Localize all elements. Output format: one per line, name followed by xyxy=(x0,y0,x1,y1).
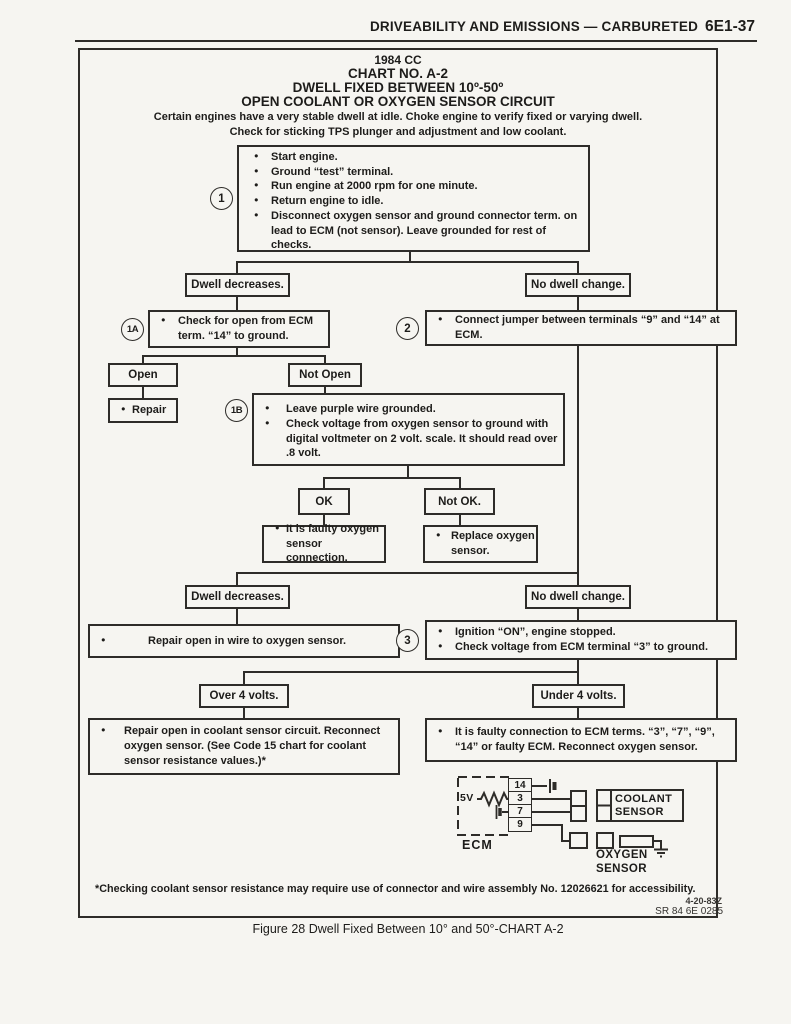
terminal-box-3: 3 xyxy=(508,791,532,806)
title-chart-no: CHART NO. A-2 xyxy=(348,66,448,81)
step1a-item: ● Check for open from ECM term. “14” to ground. xyxy=(150,314,328,343)
flow-box-step3 xyxy=(425,620,737,660)
step1b-item: ● Leave purple wire grounded. xyxy=(254,402,563,417)
action-box-faulty-ecm-connection xyxy=(425,718,737,762)
ecm-label: ECM xyxy=(462,838,493,852)
figure-caption: Figure 28 Dwell Fixed Between 10° and 50°-CHART A-2 xyxy=(252,922,564,936)
terminal-box-14: 14 xyxy=(508,778,532,793)
action-box-repair xyxy=(108,398,178,423)
faulty-ecm-item: ● It is faulty connection to ECM terms. “3”, “7”, “9”, “14” or faulty ECM. Reconnect oxygen sensor. xyxy=(427,725,733,754)
terminal-box-9: 9 xyxy=(508,817,532,832)
page-header xyxy=(370,18,755,36)
result-box-no-dwell-change-1: No dwell change. xyxy=(525,273,631,297)
flow-box-step2 xyxy=(425,310,737,346)
step3-item: ● Ignition “ON”, engine stopped. xyxy=(427,625,735,640)
oxygen-sensor-label: OXYGEN SENSOR xyxy=(596,849,648,875)
title-condition: DWELL FIXED BETWEEN 10º-50º xyxy=(292,80,504,95)
title-note-1: Certain engines have a very stable dwell at idle. Choke engine to verify fixed or varying dwell. xyxy=(153,111,643,123)
doc-code: SR 84 6E 0285 xyxy=(655,906,723,917)
terminal-box-7: 7 xyxy=(508,804,532,819)
supply-5v-label: 5V xyxy=(460,792,474,804)
result-box-open: Open xyxy=(108,363,178,387)
action-box-replace-sensor xyxy=(423,525,538,563)
repair-item: ● Repair xyxy=(110,403,176,418)
result-box-over-4v: Over 4 volts. xyxy=(199,684,289,708)
result-box-not-open: Not Open xyxy=(288,363,362,387)
step1b-item: ● Check voltage from oxygen sensor to ground with digital voltmeter on 2 volt. scale. It should read over .8 volt. xyxy=(254,417,563,461)
result-box-ok: OK xyxy=(298,488,350,515)
step-badge-2: 2 xyxy=(396,317,419,340)
action-box-faulty-connection xyxy=(262,522,386,565)
action-box-repair-coolant-circuit xyxy=(88,718,400,775)
repair-coolant-item: ● Repair open in coolant sensor circuit. Reconnect oxygen sensor. (See Code 15 chart for coolant sensor resistance values.)* xyxy=(90,724,398,768)
replace-sensor-item: ● Replace oxygen sensor. xyxy=(425,529,536,558)
flow-box-step1b xyxy=(252,393,565,466)
title-year-engine: 1984 CC xyxy=(374,53,422,67)
title-circuit: OPEN COOLANT OR OXYGEN SENSOR CIRCUIT xyxy=(241,94,555,109)
step1-item: ● Return engine to idle. xyxy=(243,194,584,209)
result-box-under-4v: Under 4 volts. xyxy=(532,684,625,708)
step2-item: ● Connect jumper between terminals “9” and “14” at ECM. xyxy=(427,313,735,342)
step-badge-1b: 1B xyxy=(225,399,248,422)
step1-item: ● Disconnect oxygen sensor and ground connector term. on lead to ECM (not sensor). Leave grounded for rest of checks. xyxy=(243,209,584,253)
repair-wire-item: ● Repair open in wire to oxygen sensor. xyxy=(90,634,398,649)
header-rule xyxy=(75,40,757,42)
step1-item: ● Run engine at 2000 rpm for one minute. xyxy=(243,179,584,194)
coolant-sensor-label: COOLANT SENSOR xyxy=(615,793,673,818)
step1-item: ● Start engine. xyxy=(243,150,584,165)
result-box-dwell-decreases-2: Dwell decreases. xyxy=(185,585,290,609)
flow-box-step1 xyxy=(237,145,590,252)
header-title: DRIVEABILITY AND EMISSIONS — CARBURETED xyxy=(369,19,699,34)
action-box-repair-wire xyxy=(88,624,400,658)
result-box-no-dwell-change-2: No dwell change. xyxy=(525,585,631,609)
step1-item: ● Ground “test” terminal. xyxy=(243,165,584,180)
step-badge-1a: 1A xyxy=(121,318,144,341)
faulty-connection-item: ● It is faulty oxygen sensor connection. xyxy=(264,522,384,566)
title-note-2: Check for sticking TPS plunger and adjustment and low coolant. xyxy=(229,126,567,138)
step-badge-1: 1 xyxy=(210,187,233,210)
date-code: 4-20-83Z xyxy=(685,896,722,906)
header-page-code: 6E1-37 xyxy=(705,18,755,35)
footnote: *Checking coolant sensor resistance may require use of connector and wire assembly No. 12026621 for accessibility. xyxy=(95,883,696,895)
flow-box-step1a xyxy=(148,310,330,348)
step-badge-3: 3 xyxy=(396,629,419,652)
step3-item: ● Check voltage from ECM terminal “3” to ground. xyxy=(427,640,735,655)
result-box-not-ok: Not OK. xyxy=(424,488,495,515)
result-box-dwell-decreases-1: Dwell decreases. xyxy=(185,273,290,297)
